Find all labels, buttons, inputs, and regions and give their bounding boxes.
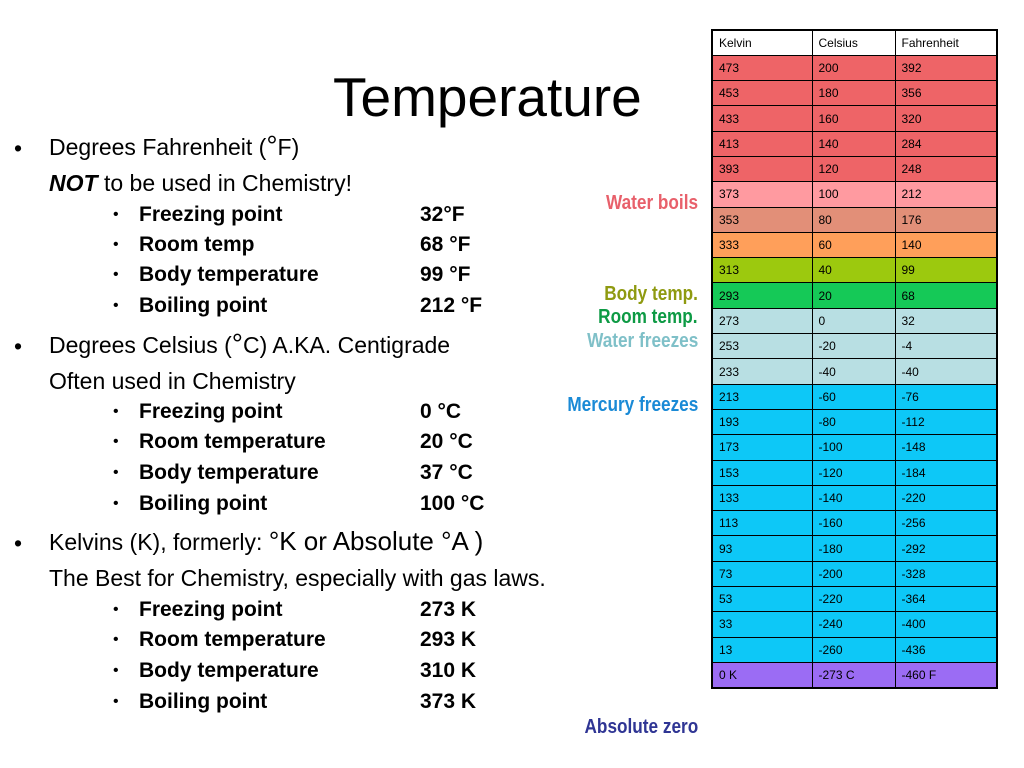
fahrenheit-heading — [49, 131, 299, 162]
item-value: 32°F — [420, 203, 465, 226]
fahrenheit-cell: -40 — [895, 359, 997, 384]
item-label: Freezing point — [139, 400, 283, 423]
fahrenheit-cell: -400 — [895, 612, 997, 637]
celsius-cell: -140 — [812, 485, 895, 510]
table-row — [712, 308, 997, 333]
kelvin-note: The Best for Chemistry, especially with gas laws. — [49, 565, 546, 591]
bullet: • — [14, 135, 23, 161]
column-header-fahrenheit: Fahrenheit — [895, 30, 997, 55]
kelvin-cell: 333 — [712, 232, 812, 257]
table-row — [712, 435, 997, 460]
table-row — [712, 637, 997, 662]
kelvin-cell: 373 — [712, 182, 812, 207]
celsius-cell: -273 C — [812, 662, 895, 687]
item-value: 0 °C — [420, 400, 462, 423]
table-row — [712, 384, 997, 409]
emphasis-text: NOT — [49, 170, 98, 196]
item-value: 20 °C — [420, 430, 473, 453]
fahrenheit-cell: -112 — [895, 409, 997, 434]
celsius-heading — [49, 329, 450, 360]
celsius-cell: -240 — [812, 612, 895, 637]
kelvin-cell: 133 — [712, 485, 812, 510]
item-label: Room temperature — [139, 628, 326, 651]
item-value: 293 K — [420, 628, 477, 651]
kelvin-cell: 193 — [712, 409, 812, 434]
celsius-cell: -120 — [812, 460, 895, 485]
celsius-note: Often used in Chemistry — [49, 368, 296, 394]
water-boils-label: Water boils — [605, 192, 698, 214]
kelvin-cell: 353 — [712, 207, 812, 232]
celsius-cell: -20 — [812, 334, 895, 359]
kelvin-cell: 213 — [712, 384, 812, 409]
table-row — [712, 409, 997, 434]
kelvin-cell: 253 — [712, 334, 812, 359]
celsius-cell: -200 — [812, 561, 895, 586]
fahrenheit-cell: 392 — [895, 55, 997, 80]
celsius-cell: 60 — [812, 232, 895, 257]
table-row — [712, 131, 997, 156]
fahrenheit-note — [49, 168, 352, 198]
table-row — [712, 536, 997, 561]
celsius-cell: -60 — [812, 384, 895, 409]
fahrenheit-cell: -364 — [895, 587, 997, 612]
fahrenheit-cell: 68 — [895, 283, 997, 308]
kelvin-heading — [49, 526, 483, 557]
fahrenheit-cell: 284 — [895, 131, 997, 156]
table-row — [712, 612, 997, 637]
celsius-cell: 100 — [812, 182, 895, 207]
item-value: 273 K — [420, 598, 477, 621]
item-label: Freezing point — [139, 203, 283, 226]
absolute-zero-label: Absolute zero — [584, 716, 698, 738]
kelvin-cell: 453 — [712, 81, 812, 106]
item-label: Body temperature — [139, 263, 319, 286]
kelvin-cell: 433 — [712, 106, 812, 131]
temperature-table — [711, 29, 998, 689]
note-text: to be used in Chemistry! — [97, 170, 352, 196]
fahrenheit-cell: 248 — [895, 156, 997, 181]
table-row — [712, 662, 997, 687]
celsius-cell: 80 — [812, 207, 895, 232]
item-value: 68 °F — [420, 233, 471, 256]
fahrenheit-cell: -4 — [895, 334, 997, 359]
celsius-cell: -260 — [812, 637, 895, 662]
table-row — [712, 511, 997, 536]
table-row — [712, 359, 997, 384]
celsius-cell: -80 — [812, 409, 895, 434]
kelvin-cell: 113 — [712, 511, 812, 536]
mercury-freezes-label: Mercury freezes — [567, 394, 698, 416]
fahrenheit-cell: -256 — [895, 511, 997, 536]
body-temp-label: Body temp. — [604, 283, 698, 305]
heading-text: Degrees Fahrenheit ( — [49, 134, 267, 160]
table-row — [712, 106, 997, 131]
fahrenheit-cell: 176 — [895, 207, 997, 232]
fahrenheit-cell: 212 — [895, 182, 997, 207]
kelvin-cell: 473 — [712, 55, 812, 80]
table-row — [712, 81, 997, 106]
water-freezes-label: Water freezes — [586, 330, 698, 352]
kelvin-cell: 13 — [712, 637, 812, 662]
item-label: Body temperature — [139, 461, 319, 484]
heading-text-large: °K or Absolute °A ) — [268, 526, 484, 556]
item-label: Room temperature — [139, 430, 326, 453]
kelvin-cell: 313 — [712, 258, 812, 283]
kelvin-cell: 0 K — [712, 662, 812, 687]
celsius-cell: 40 — [812, 258, 895, 283]
table-row — [712, 156, 997, 181]
room-temp-label: Room temp. — [598, 306, 698, 328]
item-value: 100 °C — [420, 492, 485, 515]
kelvin-cell: 53 — [712, 587, 812, 612]
column-header-kelvin: Kelvin — [712, 30, 812, 55]
item-label: Boiling point — [139, 294, 268, 317]
heading-text: Degrees Celsius ( — [49, 332, 232, 358]
item-value: 99 °F — [420, 263, 471, 286]
item-value: 37 °C — [420, 461, 473, 484]
fahrenheit-cell: -148 — [895, 435, 997, 460]
degree-symbol: ° — [266, 130, 278, 161]
fahrenheit-cell: -460 F — [895, 662, 997, 687]
kelvin-cell: 393 — [712, 156, 812, 181]
table-row — [712, 283, 997, 308]
item-value: 310 K — [420, 659, 477, 682]
fahrenheit-cell: 356 — [895, 81, 997, 106]
kelvin-cell: 273 — [712, 308, 812, 333]
fahrenheit-cell: -184 — [895, 460, 997, 485]
celsius-cell: 20 — [812, 283, 895, 308]
kelvin-cell: 153 — [712, 460, 812, 485]
table-row — [712, 587, 997, 612]
item-label: Boiling point — [139, 492, 268, 515]
column-header-celsius: Celsius — [812, 30, 895, 55]
heading-text: Kelvins (K), formerly: — [49, 529, 269, 555]
kelvin-cell: 93 — [712, 536, 812, 561]
fahrenheit-cell: -292 — [895, 536, 997, 561]
table-row — [712, 55, 997, 80]
item-value: 212 °F — [420, 294, 483, 317]
kelvin-cell: 293 — [712, 283, 812, 308]
fahrenheit-cell: 140 — [895, 232, 997, 257]
table-header-row — [712, 30, 997, 55]
fahrenheit-cell: -328 — [895, 561, 997, 586]
page-title: Temperature — [333, 66, 642, 128]
celsius-cell: -180 — [812, 536, 895, 561]
table-row — [712, 207, 997, 232]
fahrenheit-cell: -220 — [895, 485, 997, 510]
celsius-cell: 120 — [812, 156, 895, 181]
heading-text: C) A.KA. Centigrade — [243, 332, 451, 358]
celsius-cell: -100 — [812, 435, 895, 460]
item-label: Boiling point — [139, 690, 268, 713]
bullet: • — [14, 530, 23, 556]
bullet: • — [14, 333, 23, 359]
heading-text: F) — [277, 134, 300, 160]
item-label: Room temp — [139, 233, 255, 256]
kelvin-cell: 33 — [712, 612, 812, 637]
table-row — [712, 460, 997, 485]
item-label: Freezing point — [139, 598, 283, 621]
celsius-cell: 180 — [812, 81, 895, 106]
fahrenheit-cell: 320 — [895, 106, 997, 131]
table-row — [712, 485, 997, 510]
celsius-cell: 0 — [812, 308, 895, 333]
kelvin-cell: 233 — [712, 359, 812, 384]
table-row — [712, 182, 997, 207]
table-row — [712, 334, 997, 359]
celsius-cell: 140 — [812, 131, 895, 156]
item-value: 373 K — [420, 690, 477, 713]
kelvin-cell: 173 — [712, 435, 812, 460]
celsius-cell: 160 — [812, 106, 895, 131]
celsius-cell: 200 — [812, 55, 895, 80]
fahrenheit-cell: -436 — [895, 637, 997, 662]
table-row — [712, 258, 997, 283]
table-row — [712, 232, 997, 257]
celsius-cell: -220 — [812, 587, 895, 612]
celsius-cell: -160 — [812, 511, 895, 536]
fahrenheit-cell: 32 — [895, 308, 997, 333]
table-row — [712, 561, 997, 586]
degree-symbol: ° — [231, 328, 243, 359]
kelvin-cell: 73 — [712, 561, 812, 586]
fahrenheit-cell: 99 — [895, 258, 997, 283]
item-label: Body temperature — [139, 659, 319, 682]
kelvin-cell: 413 — [712, 131, 812, 156]
fahrenheit-cell: -76 — [895, 384, 997, 409]
celsius-cell: -40 — [812, 359, 895, 384]
